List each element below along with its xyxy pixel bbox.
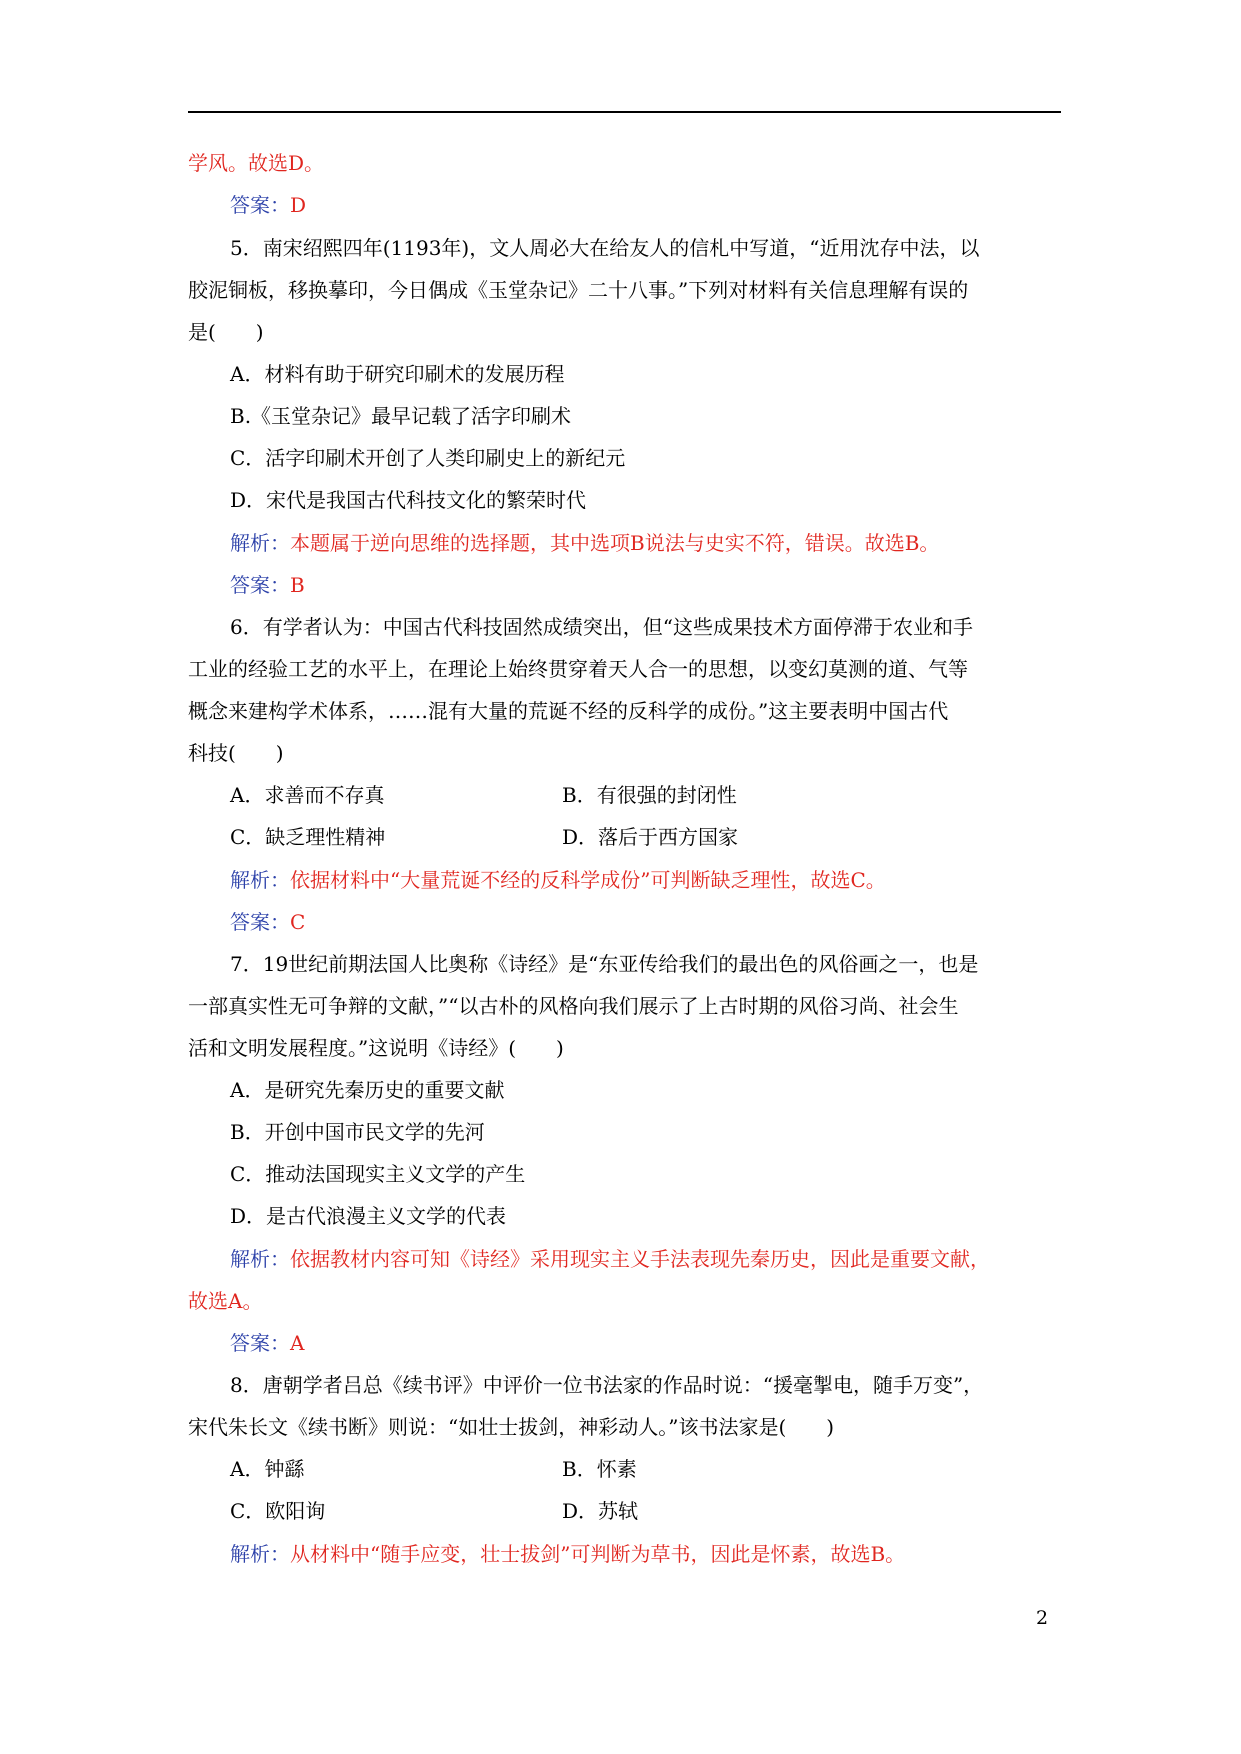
explanation-q8: 解析：从材料中“随手应变，壮士拔剑”可判断为草书，因此是怀素，故选B。: [230, 1542, 906, 1566]
question-6-stem: 工业的经验工艺的水平上，在理论上始终贯穿着天人合一的思想，以变幻莫测的道、气等: [188, 657, 968, 681]
question-7-option-a: A．是研究先秦历史的重要文献: [230, 1078, 505, 1102]
answer-q4: 答案：D: [230, 193, 307, 217]
question-7-option-c: C．推动法国现实主义文学的产生: [230, 1162, 526, 1186]
question-5-option-d: D．宋代是我国古代科技文化的繁荣时代: [230, 488, 587, 512]
question-7-stem: 一部真实性无可争辩的文献，”“以古朴的风格向我们展示了上古时期的风俗习尚、社会生: [188, 994, 959, 1018]
question-6-option-b: B．有很强的封闭性: [562, 783, 737, 807]
question-6-option-d: D．落后于西方国家: [562, 825, 739, 849]
explanation-q5: 解析：本题属于逆向思维的选择题，其中选项B说法与史实不符，错误。故选B。: [230, 531, 940, 555]
question-7-option-d: D．是古代浪漫主义文学的代表: [230, 1204, 507, 1228]
question-5-stem: 是( ): [188, 320, 264, 344]
question-6-stem: 概念来建构学术体系，……混有大量的荒诞不经的反科学的成份。”这主要表明中国古代: [188, 699, 949, 723]
question-5-option-a: A．材料有助于研究印刷术的发展历程: [230, 362, 565, 386]
question-5-stem: 胶泥铜板，移换摹印，今日偶成《玉堂杂记》二十八事。”下列对材料有关信息理解有误的: [188, 278, 969, 302]
question-6-stem: 6．有学者认为：中国古代科技固然成绩突出，但“这些成果技术方面停滞于农业和手: [230, 615, 973, 639]
explanation-q7: 解析：依据教材内容可知《诗经》采用现实主义手法表现先秦历史，因此是重要文献，: [230, 1247, 990, 1271]
header-rule: [188, 111, 1061, 113]
question-6-stem: 科技( ): [188, 741, 284, 765]
explanation-q7: 故选A。: [188, 1289, 263, 1313]
question-7-option-b: B．开创中国市民文学的先河: [230, 1120, 485, 1144]
question-8-stem: 8．唐朝学者吕总《续书评》中评价一位书法家的作品时说：“援毫掣电，随手万变”，: [230, 1373, 984, 1397]
answer-q7: 答案：A: [230, 1331, 305, 1355]
question-8-option-c: C．欧阳询: [230, 1499, 326, 1523]
question-5-stem: 5．南宋绍熙四年(1193年)，文人周必大在给友人的信札中写道，“近用沈存中法，以: [230, 236, 980, 260]
question-5-option-c: C．活字印刷术开创了人类印刷史上的新纪元: [230, 446, 626, 470]
question-7-stem: 活和文明发展程度。”这说明《诗经》( ): [188, 1036, 564, 1060]
explanation-continuation: 学风。故选D。: [188, 151, 325, 175]
question-7-stem: 7．19世纪前期法国人比奥称《诗经》是“东亚传给我们的最出色的风俗画之一，也是: [230, 952, 979, 976]
question-8-stem: 宋代朱长文《续书断》则说：“如壮士拔剑，神彩动人。”该书法家是( ): [188, 1415, 835, 1439]
answer-q6: 答案：C: [230, 910, 306, 934]
question-8-option-b: B．怀素: [562, 1457, 637, 1481]
question-6-option-c: C．缺乏理性精神: [230, 825, 386, 849]
question-5-option-b: B.《玉堂杂记》最早记载了活字印刷术: [230, 404, 572, 428]
question-8-option-d: D．苏轼: [562, 1499, 639, 1523]
answer-q5: 答案：B: [230, 573, 305, 597]
question-8-option-a: A．钟繇: [230, 1457, 305, 1481]
question-6-option-a: A．求善而不存真: [230, 783, 385, 807]
explanation-q6: 解析：依据材料中“大量荒诞不经的反科学成份”可判断缺乏理性，故选C。: [230, 868, 886, 892]
page-number: 2: [1036, 1607, 1049, 1629]
